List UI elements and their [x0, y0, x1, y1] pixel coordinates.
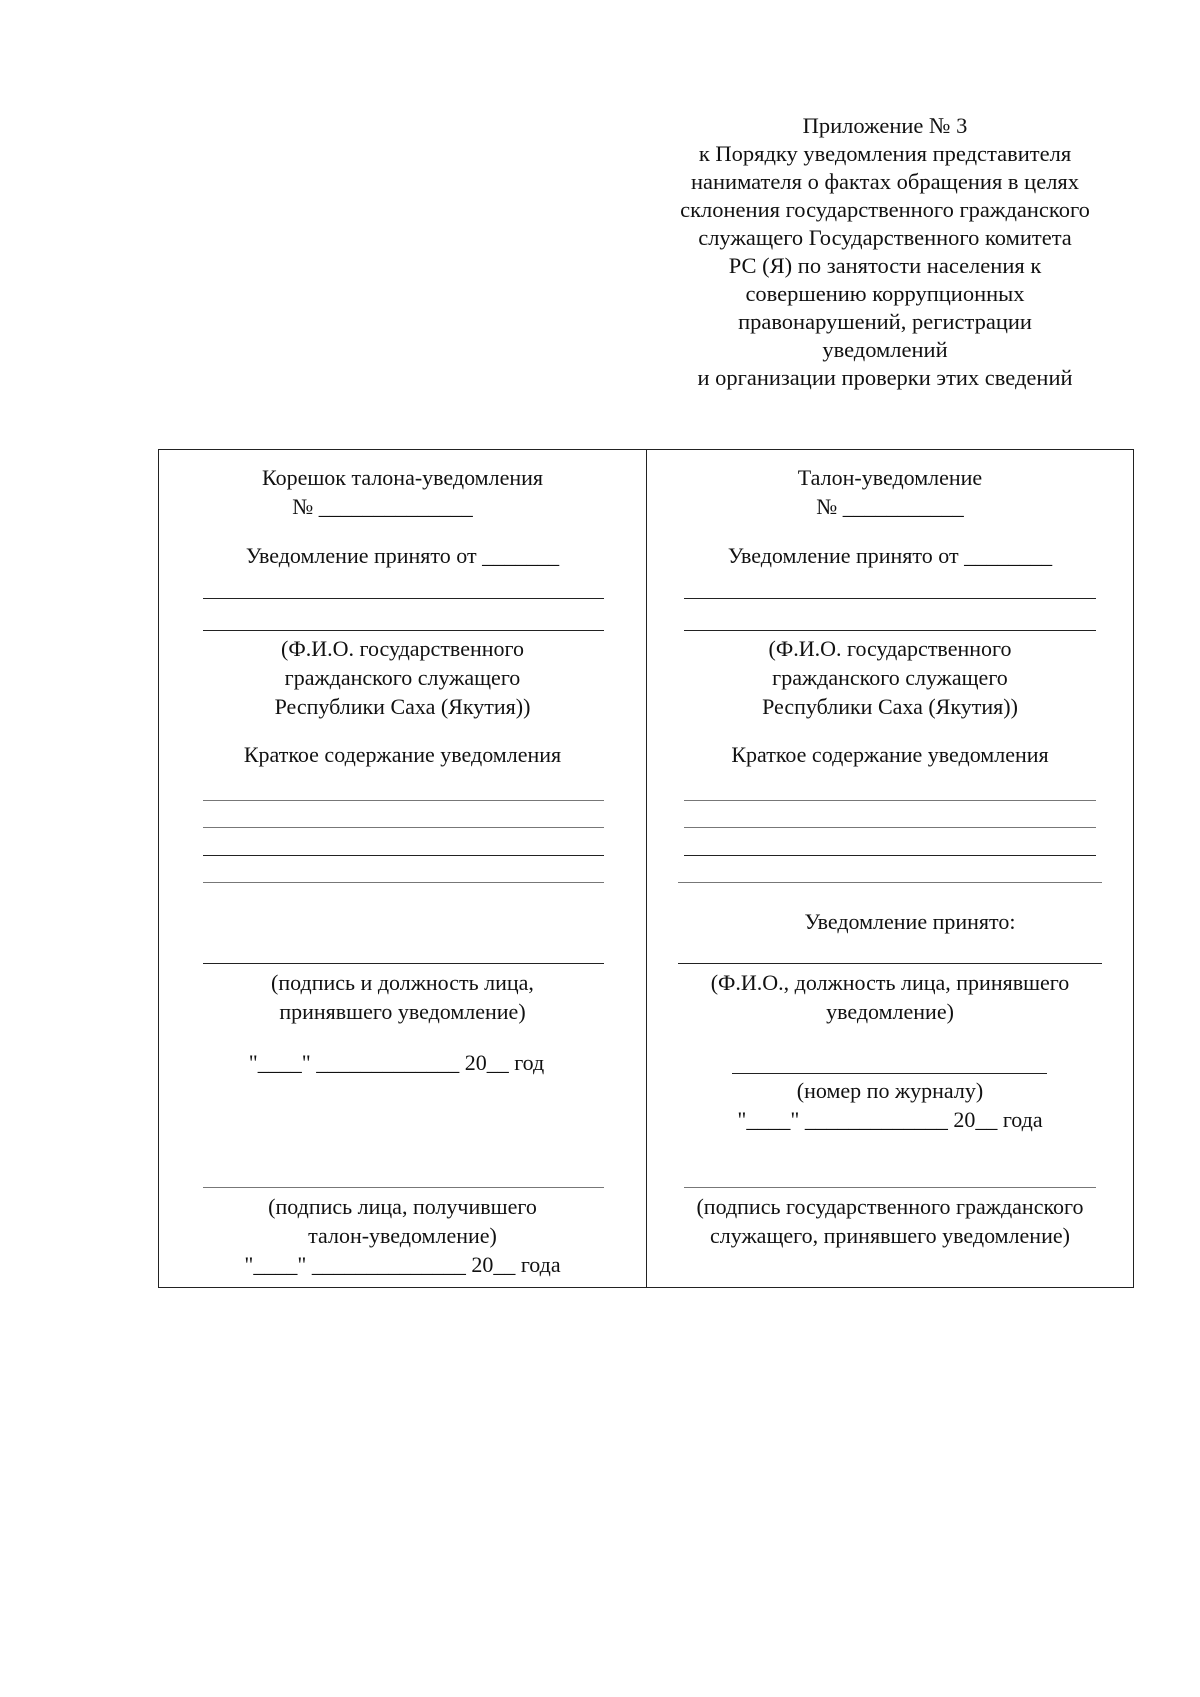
stub-signer-caption-2: принявшего уведомление) [279, 999, 526, 1024]
stub-receiver-caption-2: талон-уведомление) [308, 1223, 497, 1248]
coupon-journal-line[interactable] [732, 1073, 1047, 1074]
stub-signer-caption-1: (подпись и должность лица, [271, 970, 534, 995]
stub-receiver-date-line: "____" ______________ 20__ года [244, 1252, 561, 1277]
heading-line: Приложение № 3 [802, 113, 968, 138]
coupon-number-line: № ___________ [816, 494, 964, 519]
stub-summary-line-2[interactable] [203, 827, 604, 828]
heading-line: уведомлений [822, 337, 948, 362]
coupon-fio-caption-3: Республики Саха (Якутия)) [762, 694, 1018, 719]
stub-receiver-caption-1: (подпись лица, получившего [268, 1194, 537, 1219]
stub-title: Корешок талона-уведомления [262, 465, 543, 490]
stub-fio-caption-2: гражданского служащего [284, 665, 521, 690]
heading-line: и организации проверки этих сведений [697, 365, 1073, 390]
coupon-signature-line[interactable] [684, 1187, 1096, 1188]
stub-fio-line-2[interactable] [203, 630, 604, 631]
stub-number-line: № ______________ [292, 494, 473, 519]
heading-line: к Порядку уведомления представителя [698, 141, 1072, 166]
heading-line: склонения государственного гражданского [680, 197, 1090, 222]
coupon-date-line: "____" _____________ 20__ года [737, 1107, 1043, 1132]
stub-fio-caption-3: Республики Саха (Якутия)) [274, 694, 531, 719]
coupon-fio-line-1[interactable] [684, 598, 1096, 599]
coupon-acceptor-caption-2: уведомление) [826, 999, 954, 1024]
coupon-summary-line-1[interactable] [684, 800, 1096, 801]
coupon-acceptor-caption-1: (Ф.И.О., должность лица, принявшего [710, 970, 1070, 995]
heading-line: совершению коррупционных [745, 281, 1025, 306]
heading-line: служащего Государственного комитета [698, 225, 1072, 250]
stub-summary-label: Краткое содержание уведомления [243, 742, 562, 767]
stub-received-from: Уведомление принято от _______ [245, 543, 560, 568]
coupon-acceptor-line[interactable] [678, 963, 1102, 964]
coupon-accepted-label: Уведомление принято: [804, 909, 1016, 934]
coupon-summary-line-2[interactable] [684, 827, 1096, 828]
stub-signer-line[interactable] [203, 963, 604, 964]
stub-column [159, 450, 646, 1287]
coupon-summary-line-3[interactable] [684, 855, 1096, 856]
coupon-title: Талон-уведомление [797, 465, 983, 490]
appendix-heading [650, 112, 1120, 392]
coupon-column [647, 450, 1133, 1287]
stub-date-line: "____" _____________ 20__ год [248, 1050, 545, 1075]
coupon-summary-line-4[interactable] [678, 882, 1102, 883]
stub-summary-line-3[interactable] [203, 855, 604, 856]
coupon-signature-caption-1: (подпись государственного гражданского [696, 1194, 1084, 1219]
coupon-fio-line-2[interactable] [684, 630, 1096, 631]
coupon-fio-caption-2: гражданского служащего [772, 665, 1008, 690]
notification-form-table [158, 449, 1134, 1288]
stub-summary-line-4[interactable] [203, 882, 604, 883]
stub-fio-line-1[interactable] [203, 598, 604, 599]
coupon-received-from: Уведомление принято от ________ [727, 543, 1053, 568]
coupon-fio-caption-1: (Ф.И.О. государственного [768, 636, 1012, 661]
stub-summary-line-1[interactable] [203, 800, 604, 801]
stub-fio-caption-1: (Ф.И.О. государственного [281, 636, 524, 661]
coupon-summary-label: Краткое содержание уведомления [731, 742, 1049, 767]
heading-line: РС (Я) по занятости населения к [728, 253, 1042, 278]
heading-line: нанимателя о фактах обращения в целях [690, 169, 1080, 194]
coupon-signature-caption-2: служащего, принявшего уведомление) [710, 1223, 1070, 1248]
coupon-journal-caption: (номер по журналу) [796, 1078, 984, 1103]
heading-line: правонарушений, регистрации [738, 309, 1032, 334]
stub-receiver-line[interactable] [203, 1187, 604, 1188]
